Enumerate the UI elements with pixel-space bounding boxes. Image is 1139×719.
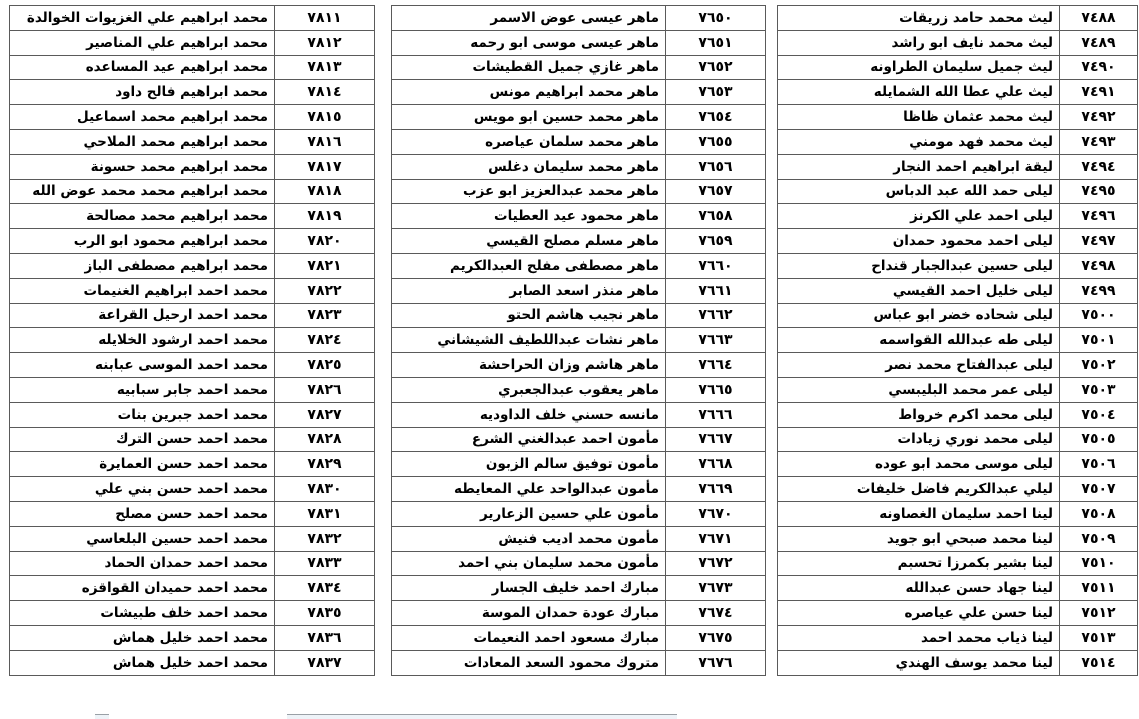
row-number: ٧٥٠٧ xyxy=(1060,477,1138,502)
table-row xyxy=(392,377,766,402)
person-name: محمد احمد جبرين بنات xyxy=(10,402,275,427)
person-name: ليلى حمد الله عبد الدباس xyxy=(778,179,1060,204)
person-name: لينا ذياب محمد احمد xyxy=(778,625,1060,650)
person-name: مبارك مسعود احمد النعيمات xyxy=(392,625,666,650)
row-number: ٧٨٣٧ xyxy=(275,650,375,675)
person-name: ماهر محمود عيد العطيات xyxy=(392,204,666,229)
table-row xyxy=(392,402,766,427)
row-number: ٧٥١١ xyxy=(1060,576,1138,601)
person-name: ليلى محمد اكرم خرواط xyxy=(778,402,1060,427)
row-number: ٧٤٩٣ xyxy=(1060,129,1138,154)
row-number: ٧٦٦٠ xyxy=(666,253,766,278)
person-name: محمد ابراهيم محمد الملاحي xyxy=(10,129,275,154)
person-name: محمد احمد حسن بني علي xyxy=(10,477,275,502)
row-number: ٧٨١٦ xyxy=(275,129,375,154)
person-name: ليلى موسى محمد ابو عوده xyxy=(778,452,1060,477)
person-name: ليلى احمد محمود حمدان xyxy=(778,229,1060,254)
table-row xyxy=(778,501,1138,526)
table-row xyxy=(10,625,375,650)
person-name: محمد ابراهيم مصطفى الباز xyxy=(10,253,275,278)
person-name: ليلى طه عبدالله القواسمه xyxy=(778,328,1060,353)
row-number: ٧٥١٣ xyxy=(1060,625,1138,650)
table-row xyxy=(778,55,1138,80)
row-number: ٧٨١٥ xyxy=(275,105,375,130)
row-number: ٧٦٥٤ xyxy=(666,105,766,130)
row-number: ٧٨٢٠ xyxy=(275,229,375,254)
table-row xyxy=(10,427,375,452)
row-number: ٧٦٧٢ xyxy=(666,551,766,576)
table-row xyxy=(392,105,766,130)
row-number: ٧٨١١ xyxy=(275,6,375,31)
person-name: ماهر محمد عبدالعزيز ابو عزب xyxy=(392,179,666,204)
row-number: ٧٨٢٧ xyxy=(275,402,375,427)
person-name: ليلى محمد نوري زيادات xyxy=(778,427,1060,452)
table-row xyxy=(778,650,1138,675)
person-name: محمد احمد جابر سبابيه xyxy=(10,377,275,402)
table-row xyxy=(10,377,375,402)
row-number: ٧٨١٢ xyxy=(275,30,375,55)
table-row xyxy=(10,601,375,626)
person-name: محمد احمد خليل هماش xyxy=(10,625,275,650)
person-name: مأمون علي حسين الزعارير xyxy=(392,501,666,526)
table-row xyxy=(778,303,1138,328)
row-number: ٧٦٥٨ xyxy=(666,204,766,229)
row-number: ٧٤٩١ xyxy=(1060,80,1138,105)
table-row xyxy=(10,179,375,204)
table-row xyxy=(10,551,375,576)
row-number: ٧٦٧٠ xyxy=(666,501,766,526)
table-row xyxy=(10,6,375,31)
row-number: ٧٦٧١ xyxy=(666,526,766,551)
person-name: ليث جميل سليمان الطراونه xyxy=(778,55,1060,80)
row-number: ٧٨٢٨ xyxy=(275,427,375,452)
row-number: ٧٦٥٦ xyxy=(666,154,766,179)
person-name: ليلى حسين عبدالجبار قنداح xyxy=(778,253,1060,278)
person-name: محمد احمد ارحيل القراعة xyxy=(10,303,275,328)
row-number: ٧٦٦٣ xyxy=(666,328,766,353)
table-row xyxy=(778,179,1138,204)
row-number: ٧٤٩٥ xyxy=(1060,179,1138,204)
person-name: ليلى عبدالفتاح محمد نصر xyxy=(778,353,1060,378)
row-number: ٧٦٥٩ xyxy=(666,229,766,254)
table-row xyxy=(778,278,1138,303)
person-name: محمد ابراهيم عيد المساعده xyxy=(10,55,275,80)
table-row xyxy=(10,353,375,378)
table-row xyxy=(10,30,375,55)
row-number: ٧٦٥٧ xyxy=(666,179,766,204)
table-row xyxy=(392,526,766,551)
table-row xyxy=(392,179,766,204)
person-name: محمد ابراهيم محمود ابو الرب xyxy=(10,229,275,254)
person-name: محمد ابراهيم محمد حسونة xyxy=(10,154,275,179)
person-name: ليث محمد حامد زريقات xyxy=(778,6,1060,31)
row-number: ٧٤٩٦ xyxy=(1060,204,1138,229)
person-name: محمد ابراهيم علي الغزيوات الخوالدة xyxy=(10,6,275,31)
row-number: ٧٦٥٥ xyxy=(666,129,766,154)
person-name: ليلى خليل احمد القيسي xyxy=(778,278,1060,303)
person-name: لينا محمد صبحي ابو جويد xyxy=(778,526,1060,551)
person-name: ليث محمد فهد مومني xyxy=(778,129,1060,154)
person-name: ليلي عبدالكريم فاضل خليفات xyxy=(778,477,1060,502)
person-name: مأمون محمد سليمان بني احمد xyxy=(392,551,666,576)
person-name: محمد احمد حسين البلعاسي xyxy=(10,526,275,551)
table-row xyxy=(392,80,766,105)
row-number: ٧٤٩٠ xyxy=(1060,55,1138,80)
row-number: ٧٦٦٩ xyxy=(666,477,766,502)
table-row xyxy=(10,154,375,179)
row-number: ٧٥٠٥ xyxy=(1060,427,1138,452)
table-row xyxy=(778,204,1138,229)
person-name: مأمون توفيق سالم الزبون xyxy=(392,452,666,477)
table-row xyxy=(392,452,766,477)
person-name: ماهر نشات عبداللطيف الشيشاني xyxy=(392,328,666,353)
row-number: ٧٨١٣ xyxy=(275,55,375,80)
person-name: ليلى عمر محمد البليبسي xyxy=(778,377,1060,402)
person-name: محمد احمد حسن العمايرة xyxy=(10,452,275,477)
person-name: مأمون محمد اديب فنيش xyxy=(392,526,666,551)
row-number: ٧٨٢٩ xyxy=(275,452,375,477)
row-number: ٧٦٦١ xyxy=(666,278,766,303)
table-row xyxy=(10,452,375,477)
person-name: ليث محمد عثمان ظاظا xyxy=(778,105,1060,130)
table-row xyxy=(10,650,375,675)
row-number: ٧٨١٤ xyxy=(275,80,375,105)
row-number: ٧٥٠٩ xyxy=(1060,526,1138,551)
row-number: ٧٦٦٨ xyxy=(666,452,766,477)
row-number: ٧٨٢١ xyxy=(275,253,375,278)
row-number: ٧٦٦٧ xyxy=(666,427,766,452)
row-number: ٧٤٨٩ xyxy=(1060,30,1138,55)
row-number: ٧٤٨٨ xyxy=(1060,6,1138,31)
person-name: محمد احمد ابراهيم الغنيمات xyxy=(10,278,275,303)
table-row xyxy=(778,576,1138,601)
row-number: ٧٦٥٣ xyxy=(666,80,766,105)
person-name: لينا بشير بكمرزا تحسبم xyxy=(778,551,1060,576)
person-name: ماهر نجيب هاشم الحتو xyxy=(392,303,666,328)
row-number: ٧٦٧٤ xyxy=(666,601,766,626)
table-row xyxy=(778,6,1138,31)
names-table-left xyxy=(9,5,375,676)
person-name: محمد ابراهيم فالح داود xyxy=(10,80,275,105)
scroll-fragment xyxy=(287,714,677,719)
table-row xyxy=(392,253,766,278)
person-name: ماهر هاشم وزان الحراحشة xyxy=(392,353,666,378)
row-number: ٧٥٠١ xyxy=(1060,328,1138,353)
names-table-middle xyxy=(391,5,766,676)
table-row xyxy=(10,80,375,105)
table-row xyxy=(778,526,1138,551)
table-row xyxy=(392,278,766,303)
table-row xyxy=(392,328,766,353)
person-name: مبارك عودة حمدان الموسة xyxy=(392,601,666,626)
person-name: محمد احمد حسن مصلح xyxy=(10,501,275,526)
person-name: ماهر مسلم مصلح القيسي xyxy=(392,229,666,254)
row-number: ٧٦٦٥ xyxy=(666,377,766,402)
table-row xyxy=(10,477,375,502)
table-row xyxy=(10,229,375,254)
row-number: ٧٥٠٤ xyxy=(1060,402,1138,427)
person-name: ماهر مصطفى مفلح العبدالكريم xyxy=(392,253,666,278)
row-number: ٧٦٦٤ xyxy=(666,353,766,378)
table-row xyxy=(392,303,766,328)
person-name: مأمون عبدالواحد علي المعايطه xyxy=(392,477,666,502)
person-name: محمد احمد حسن الترك xyxy=(10,427,275,452)
table-row xyxy=(392,501,766,526)
person-name: محمد ابراهيم محمد محمد عوض الله xyxy=(10,179,275,204)
row-number: ٧٤٩٢ xyxy=(1060,105,1138,130)
row-number: ٧٦٧٥ xyxy=(666,625,766,650)
table-row xyxy=(778,601,1138,626)
person-name: لينا جهاد حسن عبدالله xyxy=(778,576,1060,601)
person-name: محمد احمد ارشود الخلايله xyxy=(10,328,275,353)
person-name: لينا محمد يوسف الهندي xyxy=(778,650,1060,675)
table-row xyxy=(778,377,1138,402)
person-name: محمد ابراهيم علي المناصير xyxy=(10,30,275,55)
person-name: ليث محمد نايف ابو راشد xyxy=(778,30,1060,55)
row-number: ٧٥١٤ xyxy=(1060,650,1138,675)
person-name: ليلى شحاده خضر ابو عباس xyxy=(778,303,1060,328)
table-row xyxy=(778,253,1138,278)
table-row xyxy=(778,129,1138,154)
row-number: ٧٨٣١ xyxy=(275,501,375,526)
table-row xyxy=(778,477,1138,502)
table-row xyxy=(10,253,375,278)
table-row xyxy=(778,625,1138,650)
person-name: محمد احمد حميدان القواقزه xyxy=(10,576,275,601)
person-name: محمد احمد حمدان الحماد xyxy=(10,551,275,576)
table-row xyxy=(778,30,1138,55)
table-row xyxy=(392,6,766,31)
row-number: ٧٤٩٤ xyxy=(1060,154,1138,179)
table-row xyxy=(392,601,766,626)
person-name: لينا حسن علي عياصره xyxy=(778,601,1060,626)
table-row xyxy=(778,328,1138,353)
table-row xyxy=(392,204,766,229)
row-number: ٧٦٥٠ xyxy=(666,6,766,31)
person-name: ليقة ابراهيم احمد النجار xyxy=(778,154,1060,179)
table-row xyxy=(392,427,766,452)
person-name: ماهر عيسى موسى ابو رحمه xyxy=(392,30,666,55)
table-row xyxy=(10,328,375,353)
table-row xyxy=(778,353,1138,378)
row-number: ٧٦٧٣ xyxy=(666,576,766,601)
row-number: ٧٥١٠ xyxy=(1060,551,1138,576)
person-name: مانسه حسني خلف الداوديه xyxy=(392,402,666,427)
row-number: ٧٤٩٩ xyxy=(1060,278,1138,303)
person-name: مبارك احمد خليف الجسار xyxy=(392,576,666,601)
person-name: مأمون احمد عبدالغني الشرع xyxy=(392,427,666,452)
table-row xyxy=(778,154,1138,179)
table-row xyxy=(392,353,766,378)
row-number: ٧٨٢٣ xyxy=(275,303,375,328)
table-row xyxy=(778,452,1138,477)
table-row xyxy=(392,55,766,80)
person-name: ليلى احمد علي الكرنز xyxy=(778,204,1060,229)
row-number: ٧٨٢٥ xyxy=(275,353,375,378)
table-row xyxy=(10,303,375,328)
row-number: ٧٨١٨ xyxy=(275,179,375,204)
row-number: ٧٨٣٠ xyxy=(275,477,375,502)
table-row xyxy=(778,402,1138,427)
table-row xyxy=(392,477,766,502)
row-number: ٧٥٠٦ xyxy=(1060,452,1138,477)
row-number: ٧٥٠٨ xyxy=(1060,501,1138,526)
table-row xyxy=(10,129,375,154)
names-table-right xyxy=(777,5,1138,676)
table-row xyxy=(392,576,766,601)
table-row xyxy=(10,402,375,427)
row-number: ٧٦٥١ xyxy=(666,30,766,55)
table-row xyxy=(392,229,766,254)
row-number: ٧٤٩٨ xyxy=(1060,253,1138,278)
person-name: محمد ابراهيم محمد اسماعيل xyxy=(10,105,275,130)
person-name: ماهر عيسى عوض الاسمر xyxy=(392,6,666,31)
table-row xyxy=(778,427,1138,452)
person-name: ليث علي عطا الله الشمايله xyxy=(778,80,1060,105)
table-row xyxy=(10,501,375,526)
table-row xyxy=(392,625,766,650)
table-row xyxy=(10,526,375,551)
table-row xyxy=(10,278,375,303)
person-name: ماهر محمد حسين ابو مويس xyxy=(392,105,666,130)
row-number: ٧٨٣٦ xyxy=(275,625,375,650)
row-number: ٧٥٠٢ xyxy=(1060,353,1138,378)
table-row xyxy=(392,30,766,55)
row-number: ٧٦٦٦ xyxy=(666,402,766,427)
table-row xyxy=(10,105,375,130)
person-name: ماهر محمد ابراهيم مونس xyxy=(392,80,666,105)
table-row xyxy=(392,129,766,154)
person-name: محمد ابراهيم محمد مصالحة xyxy=(10,204,275,229)
person-name: ماهر محمد سلمان عياصره xyxy=(392,129,666,154)
row-number: ٧٥١٢ xyxy=(1060,601,1138,626)
person-name: ماهر غازي جميل القطيشات xyxy=(392,55,666,80)
row-number: ٧٨٣٢ xyxy=(275,526,375,551)
row-number: ٧٦٧٦ xyxy=(666,650,766,675)
table-row xyxy=(392,551,766,576)
row-number: ٧٦٥٢ xyxy=(666,55,766,80)
table-row xyxy=(10,576,375,601)
table-row xyxy=(392,650,766,675)
table-row xyxy=(778,229,1138,254)
person-name: متروك محمود السعد المعادات xyxy=(392,650,666,675)
row-number: ٧٥٠٠ xyxy=(1060,303,1138,328)
table-row xyxy=(10,204,375,229)
row-number: ٧٨١٧ xyxy=(275,154,375,179)
person-name: ماهر يعقوب عبدالجعبري xyxy=(392,377,666,402)
row-number: ٧٨٢٢ xyxy=(275,278,375,303)
row-number: ٧٥٠٣ xyxy=(1060,377,1138,402)
row-number: ٧٤٩٧ xyxy=(1060,229,1138,254)
table-row xyxy=(778,80,1138,105)
row-number: ٧٨١٩ xyxy=(275,204,375,229)
row-number: ٧٨٣٣ xyxy=(275,551,375,576)
person-name: ماهر محمد سليمان دغلس xyxy=(392,154,666,179)
person-name: محمد احمد الموسى عبابنه xyxy=(10,353,275,378)
table-row xyxy=(778,105,1138,130)
table-row xyxy=(392,154,766,179)
table-row xyxy=(778,551,1138,576)
person-name: محمد احمد خليل هماش xyxy=(10,650,275,675)
person-name: لينا احمد سليمان الغصاونه xyxy=(778,501,1060,526)
row-number: ٧٨٣٤ xyxy=(275,576,375,601)
row-number: ٧٨٢٤ xyxy=(275,328,375,353)
scroll-fragment xyxy=(95,714,109,719)
table-row xyxy=(10,55,375,80)
row-number: ٧٨٢٦ xyxy=(275,377,375,402)
person-name: محمد احمد خلف طبيشات xyxy=(10,601,275,626)
row-number: ٧٨٣٥ xyxy=(275,601,375,626)
row-number: ٧٦٦٢ xyxy=(666,303,766,328)
person-name: ماهر منذر اسعد الصابر xyxy=(392,278,666,303)
